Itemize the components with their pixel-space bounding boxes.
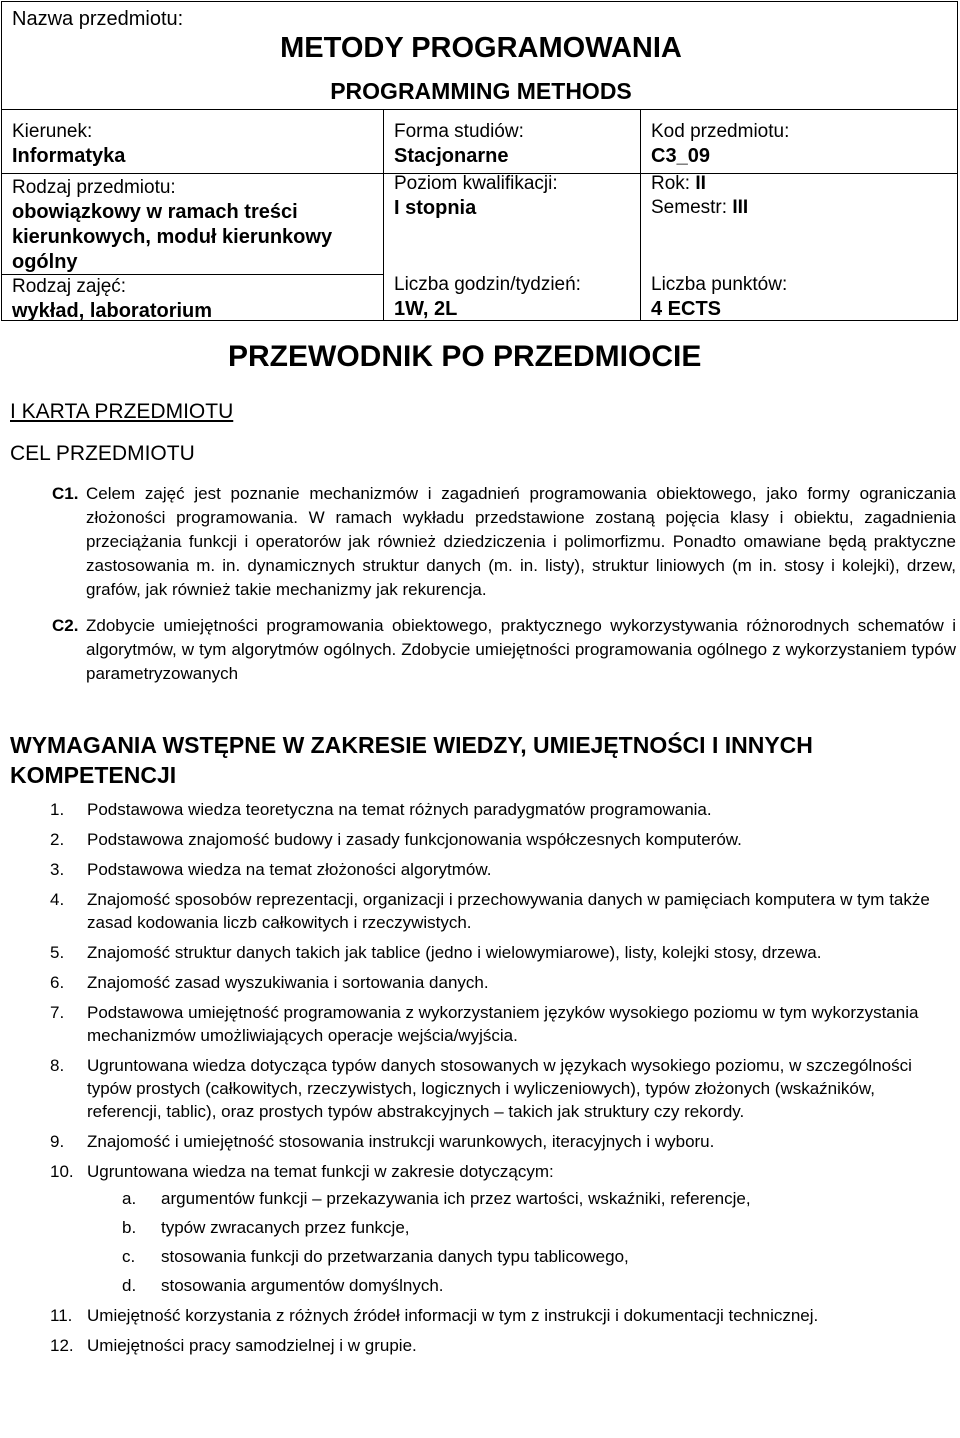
requirements-heading: WYMAGANIA WSTĘPNE W ZAKRESIE WIEDZY, UMIEJĘTNOŚCI I INNYCH KOMPETENCJI — [10, 732, 813, 788]
requirement-number: 9. — [50, 1132, 65, 1151]
column-study-form — [384, 110, 641, 321]
sub-requirement-text: stosowania argumentów domyślnych. — [161, 1276, 444, 1295]
sub-requirement-text: typów zwracanych przez funkcje, — [161, 1218, 410, 1237]
rodzaj-zajec-value: wykład, laboratorium — [12, 300, 213, 322]
godziny-value: 1W, 2L — [394, 298, 458, 320]
cell-rodzaj-zajec — [2, 275, 383, 324]
requirement-item — [50, 941, 950, 964]
requirement-number: 1. — [50, 800, 65, 819]
requirement-number: 12. — [50, 1336, 74, 1355]
kod-label: Kod przedmiotu: — [651, 121, 790, 142]
punkty-value: 4 ECTS — [651, 298, 722, 320]
sub-requirement-letter: b. — [122, 1218, 137, 1237]
requirement-number: 8. — [50, 1056, 65, 1075]
requirement-item — [50, 1334, 950, 1357]
forma-label: Forma studiów: — [394, 121, 524, 142]
requirement-number: 4. — [50, 890, 65, 909]
goal-number: C1. — [52, 484, 79, 503]
column-code — [641, 110, 957, 321]
cell-kierunek — [2, 120, 383, 169]
goal-text: Celem zajęć jest poznanie mechanizmów i zagadnień programowania obiektowego, jako formy ograniczania złożoności programowania. W ramach wykładu przedstawione zostaną pojęcia klasy i obiektu, zagadnienia przeciążania funkcji i operatorów jak również dziedziczenia i polimorfizmu. Ponadto omawiane będą praktyczne zastosowania m. in. dynamicznych struktur danych (m. in. listy), struktur liniowych (m in. stosy i kolejki), drzew, grafów, jak również takie mechanizmy jak rekurencja. — [86, 484, 956, 599]
punkty-label: Liczba punktów: — [651, 274, 788, 295]
requirement-number: 10. — [50, 1162, 74, 1181]
requirement-number: 6. — [50, 973, 65, 992]
poziom-value: I stopnia — [394, 197, 477, 219]
cell-kod — [641, 120, 957, 169]
requirement-item — [50, 828, 950, 851]
requirement-item — [50, 1054, 950, 1123]
cell-punkty — [641, 273, 957, 322]
sub-requirement-item — [122, 1187, 950, 1210]
requirement-text: Znajomość sposobów reprezentacji, organizacji i przechowywania danych w pamięciach komputera w tym także zasad kodowania liczb całkowitych i rzeczywistych. — [87, 890, 930, 932]
semestr-line — [651, 196, 957, 220]
cell-godziny — [384, 273, 640, 322]
subject-name-label: Nazwa przedmiotu: — [12, 8, 184, 30]
requirement-number: 11. — [50, 1306, 73, 1325]
forma-value: Stacjonarne — [394, 145, 509, 167]
godziny-label: Liczba godzin/tydzień: — [394, 274, 581, 295]
requirement-number: 2. — [50, 830, 65, 849]
poziom-label: Poziom kwalifikacji: — [394, 173, 558, 194]
requirement-item — [50, 858, 950, 881]
requirement-item — [50, 888, 950, 934]
goal-item — [52, 482, 956, 602]
goal-number: C2. — [52, 616, 79, 635]
requirement-item — [50, 1160, 950, 1297]
requirement-text: Znajomość zasad wyszukiwania i sortowania danych. — [87, 973, 489, 992]
requirements-list — [50, 798, 950, 1364]
requirement-item — [50, 1001, 950, 1047]
requirement-text: Ugruntowana wiedza dotycząca typów danych stosowanych w językach wysokiego poziomu, w szczególności typów prostych (całkowitych, rzeczywistych, logicznych i wyliczeniowych), typów złożonych (wskaźników, referencji, tablic), oraz prostych typów abstrakcyjnych – takich jak struktury czy rekordy. — [87, 1056, 912, 1121]
requirement-text: Znajomość struktur danych takich jak tablice (jedno i wielowymiarowe), listy, kolejki stosy, drzewa. — [87, 943, 822, 962]
requirement-text: Podstawowa wiedza na temat złożoności algorytmów. — [87, 860, 492, 879]
title-row — [2, 2, 957, 110]
cell-forma — [384, 120, 640, 169]
rodzaj-przedmiotu-label: Rodzaj przedmiotu: — [12, 177, 176, 198]
requirement-number: 7. — [50, 1003, 65, 1022]
rok-label: Rok: — [651, 173, 691, 194]
course-title-pl: METODY PROGRAMOWANIA — [280, 32, 682, 64]
rodzaj-przedmiotu-value: obowiązkowy w ramach treści kierunkowych, moduł kierunkowy ogólny — [12, 201, 333, 273]
kierunek-label: Kierunek: — [12, 121, 93, 142]
requirement-text: Ugruntowana wiedza na temat funkcji w zakresie dotyczącym: — [87, 1162, 554, 1181]
sub-requirement-text: stosowania funkcji do przetwarzania danych typu tablicowego, — [161, 1247, 629, 1266]
requirement-text: Podstawowa umiejętność programowania z wykorzystaniem języków wysokiego poziomu w tym wykorzystania mechanizmów umożliwiających operacje wejścia/wyjścia. — [87, 1003, 919, 1045]
cell-rok-semestr — [641, 172, 957, 220]
kierunek-value: Informatyka — [12, 145, 126, 167]
cell-poziom — [384, 172, 640, 221]
course-info-table — [1, 1, 958, 321]
karta-heading: I KARTA PRZEDMIOTU — [10, 400, 234, 423]
sub-requirement-letter: a. — [122, 1189, 137, 1208]
requirement-number: 5. — [50, 943, 65, 962]
kod-value: C3_09 — [651, 145, 710, 167]
rodzaj-zajec-label: Rodzaj zajęć: — [12, 276, 127, 297]
semestr-value: III — [732, 197, 749, 218]
cel-heading: CEL PRZEDMIOTU — [10, 442, 195, 465]
sub-requirement-item — [122, 1216, 950, 1239]
requirement-text: Podstawowa znajomość budowy i zasady funkcjonowania współczesnych komputerów. — [87, 830, 742, 849]
requirement-text: Umiejętność korzystania z różnych źródeł informacji w tym z instrukcji i dokumentacji technicznej. — [87, 1306, 819, 1325]
requirement-text: Znajomość i umiejętność stosowania instrukcji warunkowych, iteracyjnych i wyboru. — [87, 1132, 715, 1151]
goals-list — [52, 482, 956, 686]
requirement-item — [50, 1130, 950, 1153]
sub-requirement-item — [122, 1274, 950, 1297]
guide-heading: PRZEWODNIK PO PRZEDMIOCIE — [228, 340, 702, 373]
requirement-item — [50, 798, 950, 821]
requirement-text: Umiejętności pracy samodzielnej i w grupie. — [87, 1336, 417, 1355]
requirement-item — [50, 1304, 950, 1327]
divider — [2, 173, 383, 174]
goal-text: Zdobycie umiejętności programowania obiektowego, praktycznego wykorzystywania różnorodnych schematów i algorytmów, w tym algorytmów ogólnych. Zdobycie umiejętności programowania ogólnego z wykorzystaniem typów parametryzowanych — [86, 616, 956, 683]
sub-requirement-letter: c. — [122, 1247, 136, 1266]
course-title-en: PROGRAMMING METHODS — [330, 78, 632, 104]
semestr-label: Semestr: — [651, 197, 728, 218]
rok-line — [651, 172, 957, 196]
sub-requirement-item — [122, 1245, 950, 1268]
rok-value: II — [695, 173, 706, 194]
requirement-text: Podstawowa wiedza teoretyczna na temat różnych paradygmatów programowania. — [87, 800, 712, 819]
sub-requirement-letter: d. — [122, 1276, 137, 1295]
requirement-number: 3. — [50, 860, 65, 879]
column-program — [2, 110, 384, 321]
sub-requirements-list — [87, 1187, 950, 1297]
cell-rodzaj-przedmiotu — [2, 176, 383, 275]
sub-requirement-text: argumentów funkcji – przekazywania ich przez wartości, wskaźniki, referencje, — [161, 1189, 751, 1208]
requirement-item — [50, 971, 950, 994]
goal-item — [52, 614, 956, 686]
